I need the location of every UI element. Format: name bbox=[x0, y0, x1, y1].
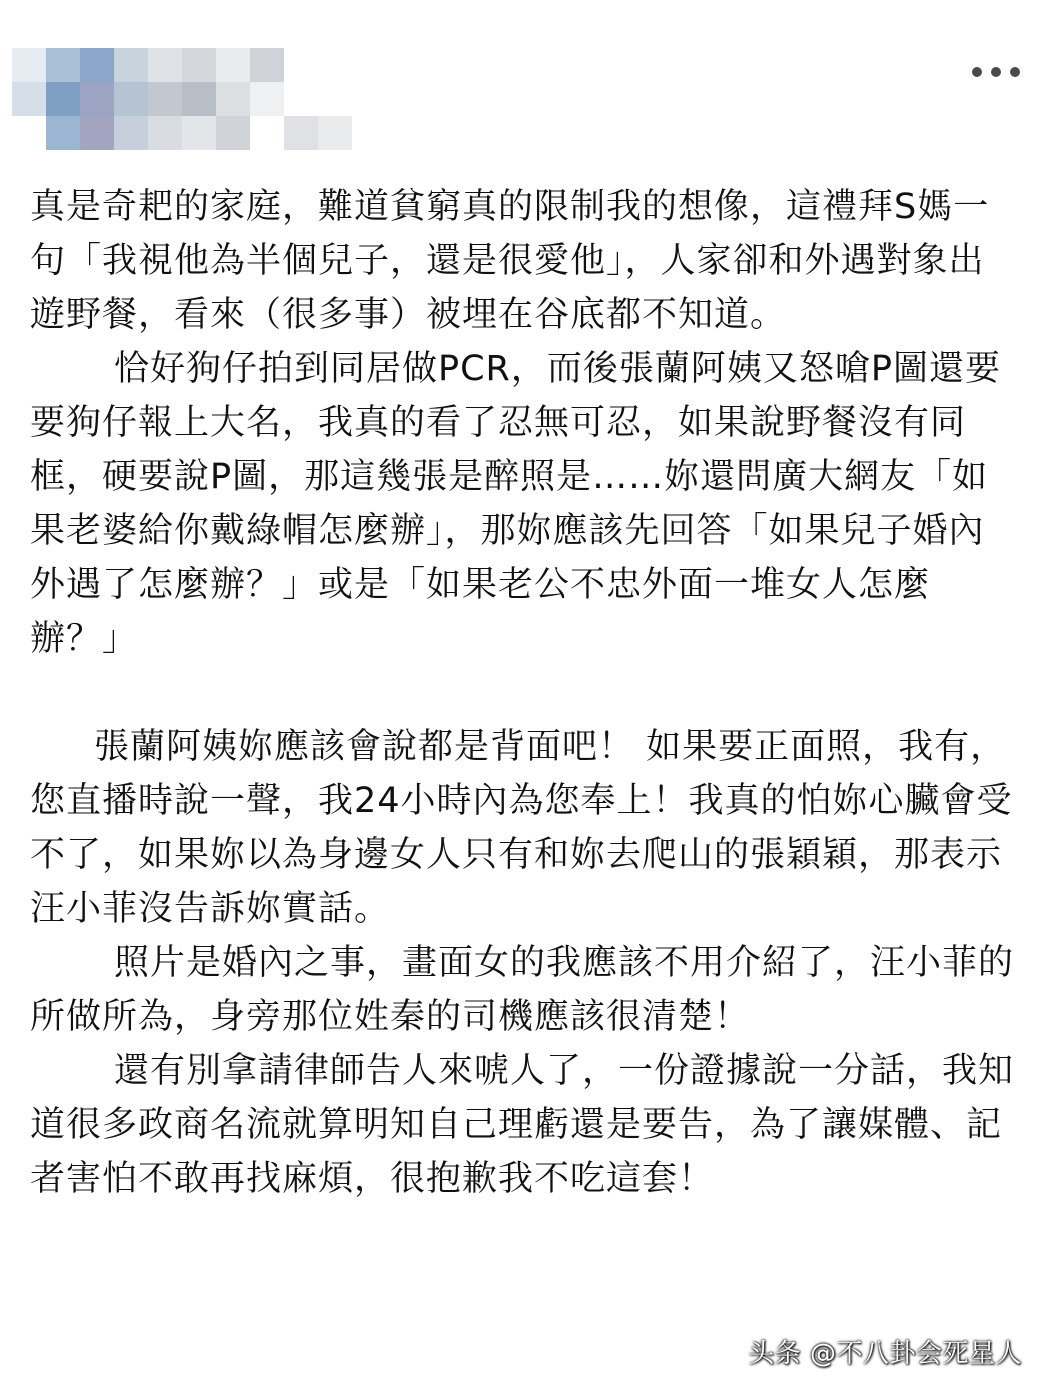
post-header bbox=[0, 0, 1042, 170]
post-paragraph: 還有別拿請律師告人來唬人了，一份證據說一分話，我知道很多政商名流就算明知自己理虧還是要告，為了讓媒體、記者害怕不敢再找麻煩，很抱歉我不吃這套！ bbox=[30, 1051, 1015, 1199]
post-paragraph: 真是奇耙的家庭，難道貧窮真的限制我的想像，這禮拜S媽一句「我視他為半個兒子，還是很愛他」，人家卻和外遇對象出遊野餐，看來（很多事）被埋在谷底都不知道。 bbox=[30, 187, 990, 335]
more-horizontal-icon bbox=[972, 67, 982, 77]
post-paragraph: 恰好狗仔拍到同居做PCR，而後張蘭阿姨又怒嗆P圖還要要狗仔報上大名，我真的看了忍無可忍，如果說野餐沒有同框，硬要說P圖，那這幾張是醉照是……妳還問廣大網友「如果老婆給你戴綠帽怎麼辦」，那妳應該先回答「如果兒子婚內外遇了怎麼辦？」或是「如果老公不忠外面一堆女人怎麼辦？」 bbox=[30, 349, 1001, 659]
post-paragraph: 張蘭阿姨妳應該會說都是背面吧！ 如果要正面照，我有，您直播時說一聲，我24小時內為您奉上！我真的怕妳心臟會受不了，如果妳以為身邊女人只有和妳去爬山的張穎穎，那表示汪小菲沒告訴妳實話。 bbox=[30, 727, 1013, 929]
more-horizontal-icon bbox=[1010, 67, 1020, 77]
more-options-button[interactable] bbox=[972, 60, 1020, 84]
more-horizontal-icon bbox=[991, 67, 1001, 77]
source-watermark: 头条 @不八卦会死星人 bbox=[748, 1339, 1022, 1369]
blurred-avatar-icon[interactable] bbox=[12, 48, 352, 150]
post-paragraph: 照片是婚內之事，畫面女的我應該不用介紹了，汪小菲的所做所為，身旁那位姓秦的司機應該很清楚！ bbox=[30, 943, 1015, 1037]
post-text bbox=[30, 180, 1020, 1206]
